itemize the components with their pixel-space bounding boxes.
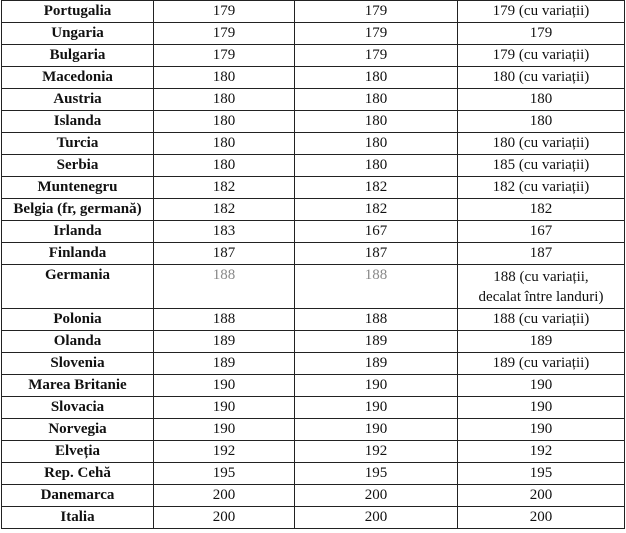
country-cell: Ungaria xyxy=(2,23,154,45)
country-cell: Turcia xyxy=(2,133,154,155)
value-cell: 190 xyxy=(154,397,295,419)
table-row xyxy=(2,309,625,331)
value-cell: 180 xyxy=(458,111,625,133)
country-cell: Rep. Cehă xyxy=(2,463,154,485)
country-cell: Polonia xyxy=(2,309,154,331)
value-cell: 192 xyxy=(154,441,295,463)
value-cell: 187 xyxy=(458,243,625,265)
table-row xyxy=(2,1,625,23)
value-cell-multiline xyxy=(458,265,625,309)
value-cell: 200 xyxy=(295,485,458,507)
table-row xyxy=(2,331,625,353)
value-cell: 195 xyxy=(458,463,625,485)
table-row xyxy=(2,111,625,133)
value-cell: 180 xyxy=(154,67,295,89)
value-cell: 189 xyxy=(458,331,625,353)
table-row xyxy=(2,155,625,177)
value-cell: 183 xyxy=(154,221,295,243)
value-cell: 179 xyxy=(154,45,295,67)
country-cell: Macedonia xyxy=(2,67,154,89)
value-cell: 190 xyxy=(154,419,295,441)
value-cell: 179 xyxy=(458,23,625,45)
value-cell: 180 xyxy=(295,133,458,155)
table-body xyxy=(2,1,625,529)
value-cell: 179 xyxy=(295,23,458,45)
value-cell: 188 xyxy=(154,265,295,309)
value-cell: 189 xyxy=(295,353,458,375)
country-cell: Austria xyxy=(2,89,154,111)
country-cell: Elveția xyxy=(2,441,154,463)
value-cell: 189 (cu variații) xyxy=(458,353,625,375)
value-cell: 182 xyxy=(458,199,625,221)
table-row xyxy=(2,243,625,265)
value-cell: 182 xyxy=(295,177,458,199)
value-cell: 182 xyxy=(154,177,295,199)
value-cell: 200 xyxy=(154,507,295,529)
value-cell: 180 xyxy=(154,89,295,111)
value-cell: 189 xyxy=(154,353,295,375)
table-row xyxy=(2,265,625,309)
value-cell: 188 xyxy=(295,309,458,331)
country-cell: Bulgaria xyxy=(2,45,154,67)
country-cell: Olanda xyxy=(2,331,154,353)
country-cell: Irlanda xyxy=(2,221,154,243)
value-cell: 167 xyxy=(295,221,458,243)
value-cell: 182 xyxy=(154,199,295,221)
table-row xyxy=(2,67,625,89)
value-cell: 167 xyxy=(458,221,625,243)
value-cell: 190 xyxy=(295,375,458,397)
value-cell: 200 xyxy=(458,507,625,529)
country-cell: Norvegia xyxy=(2,419,154,441)
value-cell: 180 (cu variații) xyxy=(458,133,625,155)
value-cell: 180 xyxy=(154,133,295,155)
country-cell: Danemarca xyxy=(2,485,154,507)
value-cell: 180 xyxy=(295,111,458,133)
country-cell: Germania xyxy=(2,265,154,309)
table-row xyxy=(2,353,625,375)
value-cell: 190 xyxy=(295,419,458,441)
value-cell: 180 xyxy=(154,111,295,133)
value-cell: 190 xyxy=(458,397,625,419)
value-cell: 189 xyxy=(154,331,295,353)
table-row xyxy=(2,507,625,529)
table-row xyxy=(2,397,625,419)
value-cell: 187 xyxy=(154,243,295,265)
value-cell: 200 xyxy=(295,507,458,529)
value-cell: 180 xyxy=(295,155,458,177)
value-cell: 182 xyxy=(295,199,458,221)
value-cell: 200 xyxy=(458,485,625,507)
table-row xyxy=(2,23,625,45)
country-values-table xyxy=(1,0,625,529)
value-cell: 179 (cu variații) xyxy=(458,45,625,67)
value-line: decalat între landuri) xyxy=(478,288,604,305)
table-row xyxy=(2,419,625,441)
country-cell: Slovacia xyxy=(2,397,154,419)
table-row xyxy=(2,133,625,155)
value-cell: 188 xyxy=(295,265,458,309)
value-cell: 180 xyxy=(154,155,295,177)
value-cell: 192 xyxy=(295,441,458,463)
country-cell: Portugalia xyxy=(2,1,154,23)
table-row xyxy=(2,221,625,243)
table-row xyxy=(2,375,625,397)
value-cell: 180 xyxy=(295,67,458,89)
value-cell: 192 xyxy=(458,441,625,463)
country-cell: Islanda xyxy=(2,111,154,133)
value-cell: 195 xyxy=(154,463,295,485)
value-cell: 179 (cu variații) xyxy=(458,1,625,23)
value-cell: 180 xyxy=(458,89,625,111)
value-cell: 180 xyxy=(295,89,458,111)
value-cell: 190 xyxy=(458,419,625,441)
table-row xyxy=(2,463,625,485)
value-cell: 187 xyxy=(295,243,458,265)
value-cell: 179 xyxy=(154,1,295,23)
value-cell: 190 xyxy=(295,397,458,419)
country-cell: Serbia xyxy=(2,155,154,177)
value-cell: 188 xyxy=(154,309,295,331)
table-row xyxy=(2,485,625,507)
table-row xyxy=(2,199,625,221)
table-row xyxy=(2,45,625,67)
value-cell: 182 (cu variații) xyxy=(458,177,625,199)
country-cell: Finlanda xyxy=(2,243,154,265)
table-row xyxy=(2,177,625,199)
table-row xyxy=(2,89,625,111)
value-cell: 195 xyxy=(295,463,458,485)
country-cell: Slovenia xyxy=(2,353,154,375)
value-line: 188 (cu variații, xyxy=(493,268,589,285)
value-cell: 179 xyxy=(295,45,458,67)
country-cell: Italia xyxy=(2,507,154,529)
country-cell: Marea Britanie xyxy=(2,375,154,397)
table-row xyxy=(2,441,625,463)
value-cell: 179 xyxy=(295,1,458,23)
value-cell: 179 xyxy=(154,23,295,45)
value-cell: 185 (cu variații) xyxy=(458,155,625,177)
country-cell: Belgia (fr, germană) xyxy=(2,199,154,221)
value-cell: 188 (cu variații) xyxy=(458,309,625,331)
value-cell: 180 (cu variații) xyxy=(458,67,625,89)
value-cell: 189 xyxy=(295,331,458,353)
country-cell: Muntenegru xyxy=(2,177,154,199)
value-cell: 200 xyxy=(154,485,295,507)
value-cell: 190 xyxy=(458,375,625,397)
value-cell: 190 xyxy=(154,375,295,397)
